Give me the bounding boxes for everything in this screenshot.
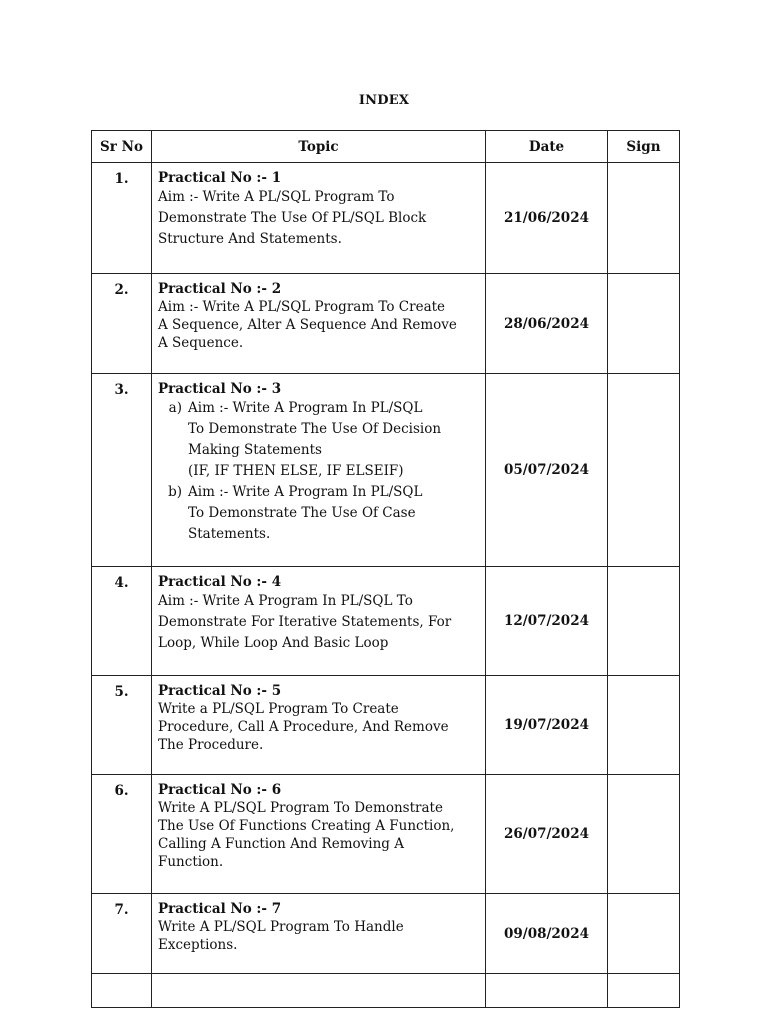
aim-line: Demonstrate The Use Of PL/SQL Block [158, 210, 427, 226]
table-row [92, 775, 680, 894]
sr-no-cell: 6. [92, 775, 152, 894]
aim-line: The Procedure. [158, 737, 264, 753]
sr-no-cell: 2. [92, 274, 152, 374]
table-row [92, 274, 680, 374]
sign-cell [608, 374, 680, 567]
empty-cell [152, 974, 486, 1008]
aim-line: A Sequence. [158, 335, 244, 351]
aim-line: Calling A Function And Removing A [158, 836, 404, 852]
aim-line: To Demonstrate The Use Of Decision [188, 421, 442, 437]
header-sign: Sign [608, 131, 680, 163]
aim-line: Write A PL/SQL Program To Demonstrate [158, 800, 443, 816]
sign-cell [608, 163, 680, 274]
sub-item-a [158, 398, 479, 482]
topic-cell [152, 374, 486, 567]
aim-line: Aim :- Write A PL/SQL Program To Create [158, 299, 446, 315]
table-row [92, 894, 680, 974]
aim-line: Aim :- Write A Program In PL/SQL [188, 400, 423, 416]
aim-line: Statements. [188, 526, 271, 542]
topic-cell [152, 567, 486, 676]
practical-title: Practical No :- 4 [158, 574, 282, 590]
practical-title: Practical No :- 3 [158, 381, 282, 397]
empty-row [92, 974, 680, 1008]
header-sr-no: Sr No [92, 131, 152, 163]
date-cell: 21/06/2024 [486, 163, 608, 274]
aim-line: Demonstrate For Iterative Statements, For [158, 614, 452, 630]
sr-no-cell: 7. [92, 894, 152, 974]
sr-no-cell: 3. [92, 374, 152, 567]
practical-title: Practical No :- 6 [158, 782, 282, 798]
empty-cell [486, 974, 608, 1008]
date-cell: 28/06/2024 [486, 274, 608, 374]
topic-cell [152, 274, 486, 374]
aim-line: Structure And Statements. [158, 231, 342, 247]
topic-cell [152, 894, 486, 974]
topic-cell [152, 163, 486, 274]
aim-line: Function. [158, 854, 224, 870]
aim-line: Loop, While Loop And Basic Loop [158, 635, 389, 651]
aim-line: The Use Of Functions Creating A Function, [158, 818, 455, 834]
sign-cell [608, 567, 680, 676]
aim-line: Aim :- Write A Program In PL/SQL [188, 484, 423, 500]
index-table [91, 130, 680, 1008]
date-cell: 26/07/2024 [486, 775, 608, 894]
table-row [92, 676, 680, 775]
list-marker: a) [168, 400, 182, 416]
date-cell: 05/07/2024 [486, 374, 608, 567]
aim-line: A Sequence, Alter A Sequence And Remove [158, 317, 457, 333]
aim-line: To Demonstrate The Use Of Case [188, 505, 416, 521]
aim-line: Procedure, Call A Procedure, And Remove [158, 719, 449, 735]
aim-line: Write A PL/SQL Program To Handle [158, 919, 404, 935]
aim-line: Aim :- Write A PL/SQL Program To [158, 189, 395, 205]
table-row [92, 163, 680, 274]
date-cell: 09/08/2024 [486, 894, 608, 974]
header-row [92, 131, 680, 163]
sign-cell [608, 894, 680, 974]
list-marker: b) [168, 484, 182, 500]
table-row [92, 374, 680, 567]
aim-line: Making Statements [188, 442, 322, 458]
practical-title: Practical No :- 2 [158, 281, 282, 297]
table-row [92, 567, 680, 676]
aim-line: (IF, IF THEN ELSE, IF ELSEIF) [188, 463, 404, 479]
sign-cell [608, 274, 680, 374]
sign-cell [608, 775, 680, 894]
aim-line: Write a PL/SQL Program To Create [158, 701, 399, 717]
page-title: INDEX [358, 93, 410, 108]
topic-cell [152, 676, 486, 775]
aim-line: Exceptions. [158, 937, 238, 953]
sr-no-cell: 5. [92, 676, 152, 775]
practical-title: Practical No :- 1 [158, 170, 282, 186]
topic-cell [152, 775, 486, 894]
header-date: Date [486, 131, 608, 163]
practical-title: Practical No :- 7 [158, 901, 282, 917]
aim-line: Aim :- Write A Program In PL/SQL To [158, 593, 413, 609]
sub-item-b [158, 482, 479, 545]
date-cell: 12/07/2024 [486, 567, 608, 676]
empty-cell [608, 974, 680, 1008]
header-topic: Topic [152, 131, 486, 163]
sr-no-cell: 1. [92, 163, 152, 274]
empty-cell [92, 974, 152, 1008]
sr-no-cell: 4. [92, 567, 152, 676]
date-cell: 19/07/2024 [486, 676, 608, 775]
practical-title: Practical No :- 5 [158, 683, 282, 699]
sign-cell [608, 676, 680, 775]
